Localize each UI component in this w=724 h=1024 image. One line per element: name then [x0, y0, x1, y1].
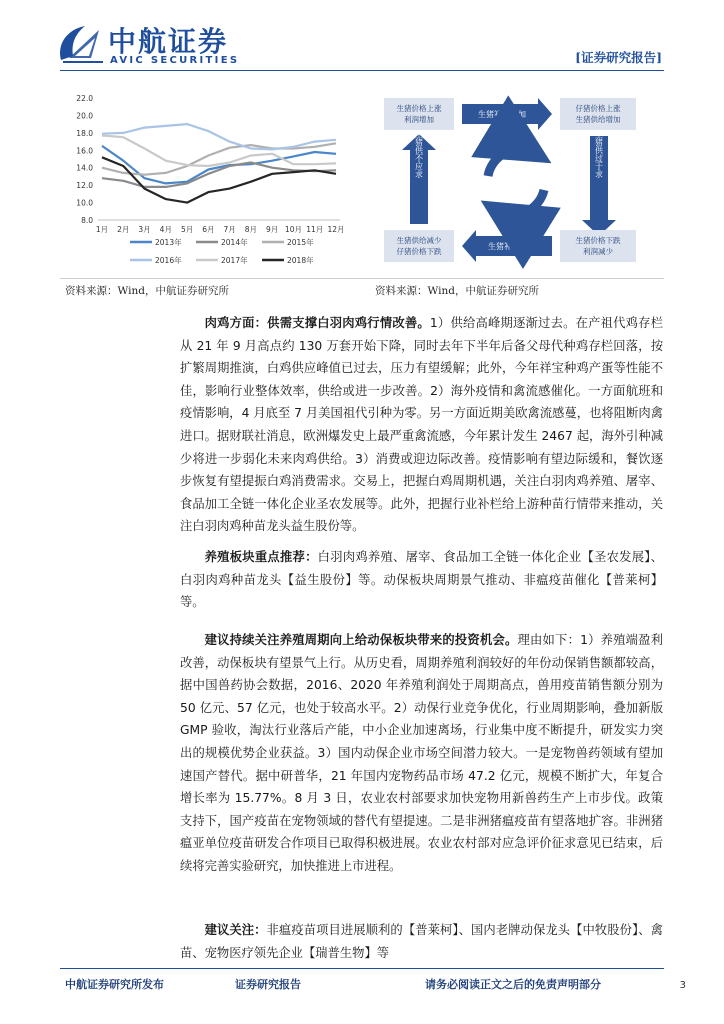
paragraph-body: 非瘟疫苗项目进展顺利的【普莱柯】、国内老牌动保龙头【中牧股份】、禽苗、宠物医疗领先企业【瑞普生物】等: [180, 923, 663, 960]
paragraph-lead: 肉鸡方面：供需支撑白羽肉鸡行情改善。: [204, 316, 430, 330]
legend-label: 2015年: [287, 238, 314, 247]
x-tick-label: 9月: [266, 225, 279, 234]
page-header: [0, 0, 724, 80]
footer-divider: [60, 968, 664, 969]
flow-box-bottom-left: [384, 230, 454, 262]
paragraph-broiler: [180, 312, 663, 538]
diagram-source-note: 资料来源：Wind，中航证券研究所: [375, 285, 539, 297]
flow-box-bottom-left-text: 生猪供给减少仔猪价格下跌: [396, 236, 442, 256]
x-tick-label: 2月: [117, 225, 130, 234]
y-tick-label: 18.0: [76, 128, 93, 138]
y-tick-label: 20.0: [76, 111, 93, 121]
hog-cycle-diagram: [370, 80, 664, 275]
paragraph-body: 理由如下：1）养殖端盈利改善，动保板块有望景气上行。从历史看，周期养殖利润较好的年份动保销售额都较高，据中国兽药协会数据，2016、2020 年养殖利润处于周期高点，兽用疫苗销售额分别为 50 亿元、57 亿元，也处于较高水平。2）动保行业竞争优化，行业周期影响，叠加新版 GMP 验收，淘汰行业落后产能，中小企业加速离场，行业集中度不断提升，研发实力突出的规模优势企业获益。3）国内动保企业市场空间潜力较大。一是宠物兽药领域有望加速国产替代。据中研普华，21 年国内宠物药品市场 47.2 亿元，规模不断扩大，年复合增长率为 15.77%。8 月 3 日，农业农村部要求加快宠物用新兽药生产上市步伐。政策支持下，国产疫苗在宠物领域的替代有望提速。二是非洲猪瘟疫苗有望落地扩容。非洲猪瘟亚单位疫苗研发合作项目已取得积极进展。农业农村部对应急评价征求意见已结束，后续将完善实验研究，加快推进上市进程。: [180, 633, 663, 873]
legend-label: 2016年: [155, 256, 182, 265]
paragraph-lead: 建议持续关注养殖周期向上给动保板块带来的投资机会。: [204, 633, 518, 647]
y-tick-label: 10.0: [76, 198, 93, 208]
x-tick-label: 12月: [327, 225, 345, 234]
y-tick-label: 22.0: [76, 94, 93, 103]
x-tick-label: 10月: [284, 225, 302, 234]
flow-box-bottom-right: [560, 230, 636, 262]
y-tick-label: 12.0: [76, 181, 93, 191]
y-tick-label: 14.0: [76, 163, 93, 173]
source-divider: [60, 278, 664, 279]
paragraph-animal-health: [180, 629, 663, 878]
paragraph-body: 1）供给高峰期逐渐过去。在产祖代鸡存栏从 21 年 9 月高点约 130 万套开始下降，同时去年下半年后备父母代种鸡存栏回落，按扩繁周期推演，白鸡供应峰值已过去，压力有望缓解；此外，今年祥宝种鸡产蛋等性能不佳，影响行业整体效率，供给或进一步改善。2）海外疫情和禽流感催化。一方面航班和疫情影响，4 月底至 7 月美国祖代引种为零。另一方面近期美欧禽流感蔓，也将阻断肉禽进口。据财联社消息，欧洲爆发史上最严重禽流感，今年累计发生 2467 起，海外引种减少将进一步弱化未来肉鸡供给。3）消费或迎边际改善。疫情影响有望边际缓和，餐饮逐步恢复有望提振白鸡消费需求。交易上，把握白鸡周期机遇，关注白羽肉鸡养殖、屠宰、食品加工全链一体化企业圣农发展等。此外，把握行业补栏给上游种苗行情带来推动，关注白羽肉鸡种苗龙头益生股份等。: [180, 316, 663, 534]
x-tick-label: 7月: [223, 225, 236, 234]
page-number: 3: [679, 980, 686, 991]
legend-label: 2013年: [155, 238, 182, 247]
flow-arrow-left-text: 生猪供不应求: [414, 130, 424, 178]
x-tick-label: 4月: [159, 225, 172, 234]
paragraph-body: 白羽肉鸡养殖、屠宰、食品加工全链一体化企业【圣农发展】、白羽肉鸡种苗龙头【益生股份】等。动保板块周期景气推动、非瘟疫苗催化【普莱柯】等。: [180, 550, 663, 610]
cycle-arrow-icon: [496, 190, 544, 215]
flow-box-top-left-text: 生猪价格上涨利润增加: [396, 104, 442, 124]
logo-english-name: AVIC SECURITIES: [110, 55, 240, 66]
x-tick-label: 5月: [180, 225, 194, 234]
cycle-arrow-icon: [488, 149, 536, 176]
flow-box-top-right-text: 仔猪价格上涨生猪供给增加: [575, 104, 621, 124]
x-tick-label: 11月: [306, 225, 324, 234]
paragraph-lead: 养殖板块重点推荐：: [204, 550, 318, 564]
flow-box-top-left: [384, 98, 454, 130]
paragraph-lead: 建议关注：: [204, 923, 267, 937]
chart-source-note: 资料来源：Wind，中航证券研究所: [65, 285, 229, 297]
legend-label: 2018年: [287, 256, 314, 265]
footer-publisher: 中航证券研究所发布: [65, 978, 164, 991]
header-divider: [60, 70, 664, 71]
x-tick-label: 3月: [138, 225, 151, 234]
flow-arrow-top-text: 生猪补栏增加: [478, 110, 526, 119]
y-tick-label: 8.0: [81, 216, 93, 225]
logo-chinese-name: 中航证券: [108, 25, 229, 58]
paragraph-recommendation: [180, 919, 663, 964]
footer-report-type: 证券研究报告: [235, 978, 301, 991]
avic-logo-icon: [55, 20, 107, 66]
legend-label: 2017年: [221, 256, 248, 265]
flow-arrow-bottom-text: 生猪补栏减少: [488, 242, 536, 251]
x-tick-label: 6月: [202, 225, 215, 234]
x-tick-label: 8月: [244, 225, 258, 234]
flow-arrow-right-text: 生猪供过于求: [594, 130, 604, 178]
hog-cycle-diagram-svg: [370, 80, 664, 275]
flow-box-top-right: [560, 98, 636, 130]
x-tick-label: 1月: [95, 225, 109, 234]
flow-box-bottom-right-text: 生猪价格下跌利润减少: [575, 236, 621, 256]
price-line-chart: [60, 80, 360, 275]
footer-disclaimer: 请务必阅读正文之后的免责声明部分: [425, 978, 601, 991]
report-type-tag: [证券研究报告]: [575, 50, 662, 65]
legend-label: 2014年: [221, 238, 248, 247]
y-tick-label: 16.0: [76, 146, 93, 156]
price-line-chart-svg: [60, 80, 360, 275]
paragraph-breeding-picks: [180, 546, 663, 614]
